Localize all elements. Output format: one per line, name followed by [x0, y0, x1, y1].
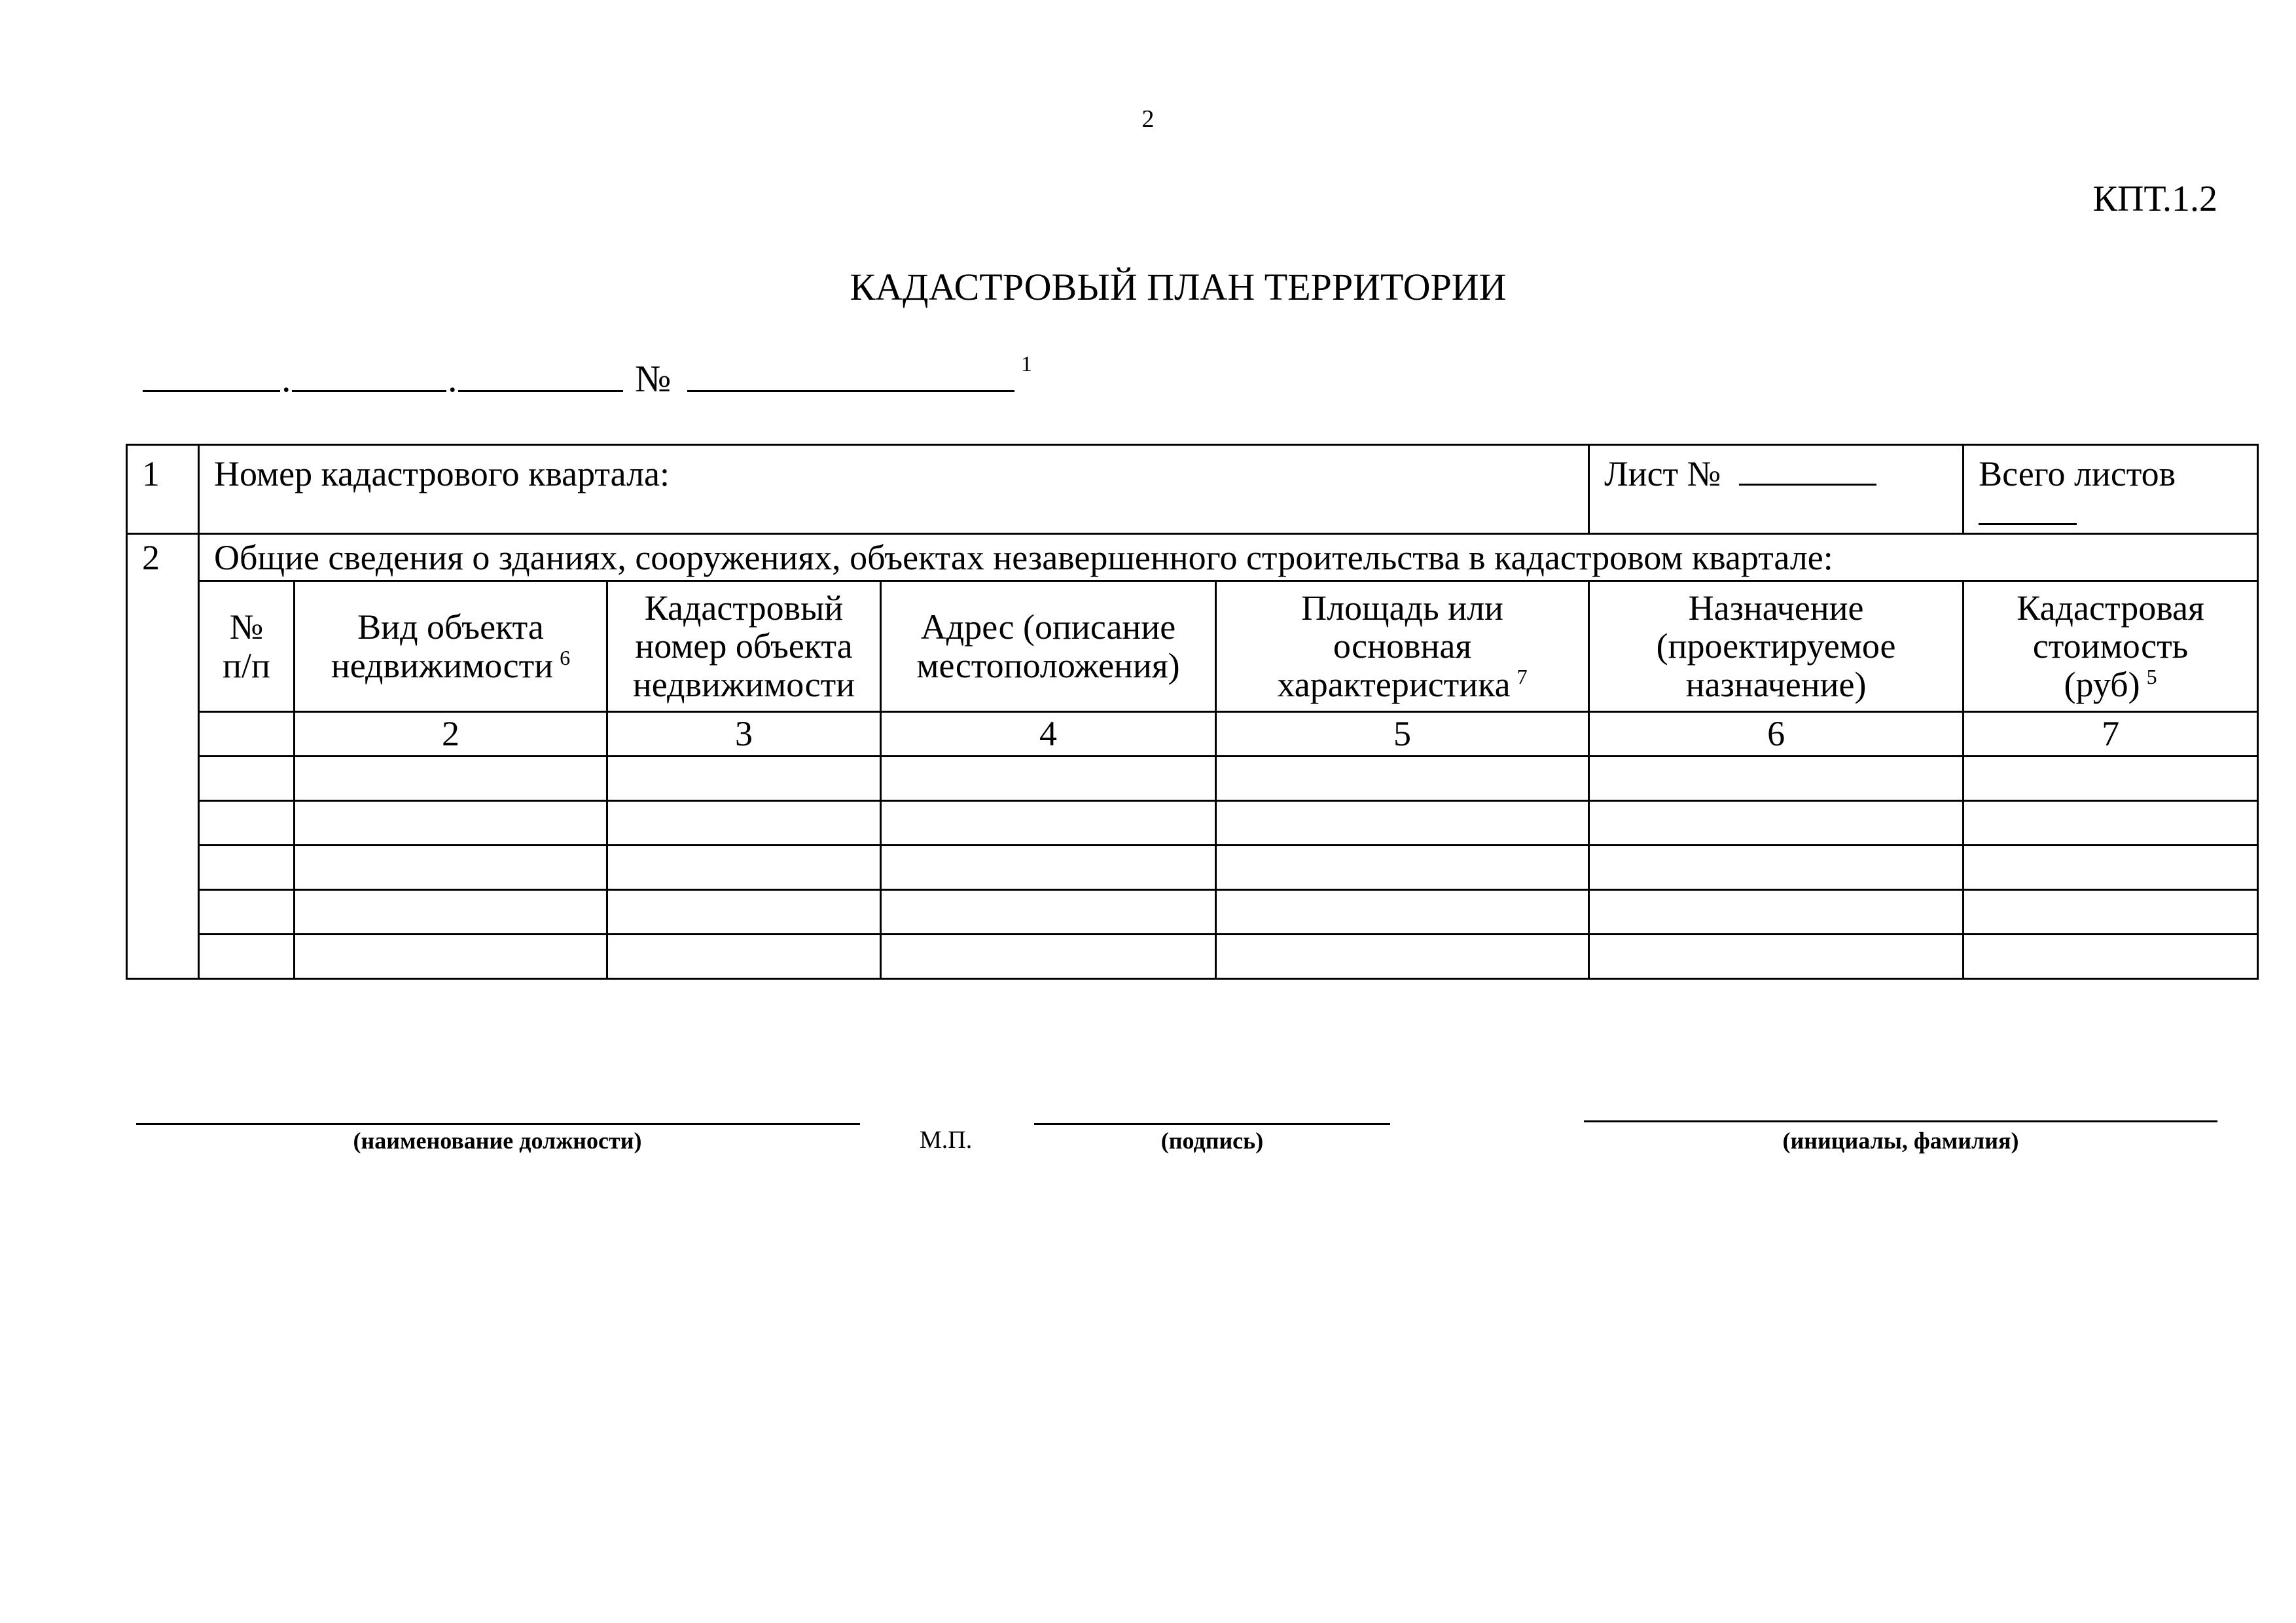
signature-label: (подпись)	[1160, 1128, 1264, 1154]
table-cell[interactable]	[881, 801, 1216, 846]
name-label: (инициалы, фамилия)	[1782, 1128, 2019, 1154]
column-header	[607, 581, 881, 712]
column-number: 2	[295, 712, 607, 757]
column-header-line: Адрес (описание	[920, 607, 1176, 647]
table-cell[interactable]	[881, 935, 1216, 979]
document-number-blank[interactable]	[687, 390, 1014, 392]
table-cell[interactable]	[1964, 757, 2258, 801]
position-line[interactable]	[136, 1123, 860, 1125]
footnote-marker: 7	[1516, 664, 1528, 688]
table-row	[127, 846, 2258, 890]
table-cell[interactable]	[1964, 846, 2258, 890]
table-cell[interactable]	[1589, 846, 1964, 890]
footnote-marker: 1	[1021, 352, 1032, 376]
column-number: 3	[607, 712, 881, 757]
column-number: 4	[881, 712, 1216, 757]
table-cell[interactable]	[199, 846, 295, 890]
year-blank[interactable]	[458, 390, 623, 392]
column-header-line: Площадь или	[1301, 588, 1503, 628]
column-number: 6	[1589, 712, 1964, 757]
table-cell[interactable]	[199, 757, 295, 801]
cadastral-plan-table	[126, 444, 2259, 980]
column-number: 7	[1964, 712, 2258, 757]
table-row	[127, 757, 2258, 801]
sheet-number-cell[interactable]	[1589, 445, 1964, 534]
column-header-line: местоположения)	[916, 645, 1180, 685]
table-cell[interactable]	[1216, 757, 1589, 801]
table-cell[interactable]	[881, 890, 1216, 935]
table-cell[interactable]	[1216, 935, 1589, 979]
table-cell[interactable]	[199, 935, 295, 979]
column-header	[881, 581, 1216, 712]
column-header-line: назначение)	[1685, 664, 1867, 704]
column-number	[199, 712, 295, 757]
table-row	[127, 890, 2258, 935]
column-header	[199, 581, 295, 712]
table-cell[interactable]	[1589, 801, 1964, 846]
table-cell[interactable]	[1216, 890, 1589, 935]
general-info-heading: Общие сведения о зданиях, сооружениях, объектах незавершенного строительства в кадастровом квартале:	[199, 534, 2258, 581]
quarter-number-cell[interactable]: Номер кадастрового квартала:	[199, 445, 1589, 534]
table-cell[interactable]	[1589, 757, 1964, 801]
footnote-marker: 5	[2146, 664, 2157, 688]
column-header-line: Назначение	[1688, 588, 1864, 628]
column-header-line: номер объекта	[635, 626, 853, 666]
name-line[interactable]	[1584, 1120, 2217, 1122]
column-number-row	[127, 712, 2258, 757]
month-blank[interactable]	[292, 390, 446, 392]
footnote-marker: 6	[560, 645, 571, 669]
table-cell[interactable]	[199, 890, 295, 935]
column-header-line: недвижимости	[632, 664, 855, 704]
table-cell[interactable]	[295, 846, 607, 890]
position-label: (наименование должности)	[353, 1128, 642, 1154]
total-sheets-label: Всего листов	[1979, 454, 2176, 493]
table-cell[interactable]	[1589, 935, 1964, 979]
signature-line[interactable]	[1034, 1123, 1390, 1125]
form-code: КПТ.1.2	[2092, 179, 2217, 219]
table-cell[interactable]	[199, 801, 295, 846]
column-header-line: основная	[1333, 626, 1472, 666]
column-header	[1216, 581, 1589, 712]
column-header-line: недвижимости $^6$	[331, 645, 571, 685]
column-header-line: (руб) $^5$	[2064, 664, 2157, 704]
row-index: 1	[127, 445, 199, 534]
table-cell[interactable]	[295, 801, 607, 846]
table-cell[interactable]	[295, 890, 607, 935]
table-cell[interactable]	[881, 757, 1216, 801]
column-header	[295, 581, 607, 712]
column-number: 5	[1216, 712, 1589, 757]
table-row	[127, 935, 2258, 979]
table-cell[interactable]	[295, 757, 607, 801]
total-sheets-cell[interactable]	[1964, 445, 2258, 534]
date-separator: .	[448, 357, 457, 400]
column-header-line: Кадастровая	[2017, 588, 2204, 628]
table-cell[interactable]	[1216, 846, 1589, 890]
sheet-number-blank[interactable]	[1739, 484, 1876, 486]
column-header	[1964, 581, 2258, 712]
row-index: 2	[127, 534, 199, 979]
table-cell[interactable]	[607, 801, 881, 846]
table-cell[interactable]	[1964, 890, 2258, 935]
column-header	[1589, 581, 1964, 712]
column-header-line: характеристика $^7$	[1277, 664, 1528, 704]
table-cell[interactable]	[1216, 801, 1589, 846]
number-sign: №	[635, 357, 672, 400]
total-sheets-blank[interactable]	[1979, 523, 2077, 525]
table-cell[interactable]	[1964, 801, 2258, 846]
column-header-row	[127, 581, 2258, 712]
sheet-label: Лист №	[1604, 454, 1721, 493]
column-header-line: Вид объекта	[357, 607, 544, 647]
table-cell[interactable]	[1589, 890, 1964, 935]
day-blank[interactable]	[143, 390, 280, 392]
document-title: КАДАСТРОВЫЙ ПЛАН ТЕРРИТОРИИ	[850, 266, 1507, 308]
date-separator: .	[281, 357, 291, 400]
page-number: 2	[1141, 105, 1155, 133]
table-cell[interactable]	[607, 890, 881, 935]
column-header-line: Кадастровый	[644, 588, 844, 628]
column-header-line: №	[229, 607, 264, 647]
table-cell[interactable]	[881, 846, 1216, 890]
row-general-info	[127, 534, 2258, 581]
column-header-line: п/п	[223, 645, 270, 685]
column-header-line: (проектируемое	[1656, 626, 1896, 666]
table-row	[127, 801, 2258, 846]
table-cell[interactable]	[607, 935, 881, 979]
stamp-label: М.П.	[920, 1126, 973, 1154]
table-cell[interactable]	[607, 846, 881, 890]
column-header-line: стоимость	[2032, 626, 2189, 666]
table-cell[interactable]	[1964, 935, 2258, 979]
row-quarter	[127, 445, 2258, 534]
table-cell[interactable]	[295, 935, 607, 979]
table-cell[interactable]	[607, 757, 881, 801]
